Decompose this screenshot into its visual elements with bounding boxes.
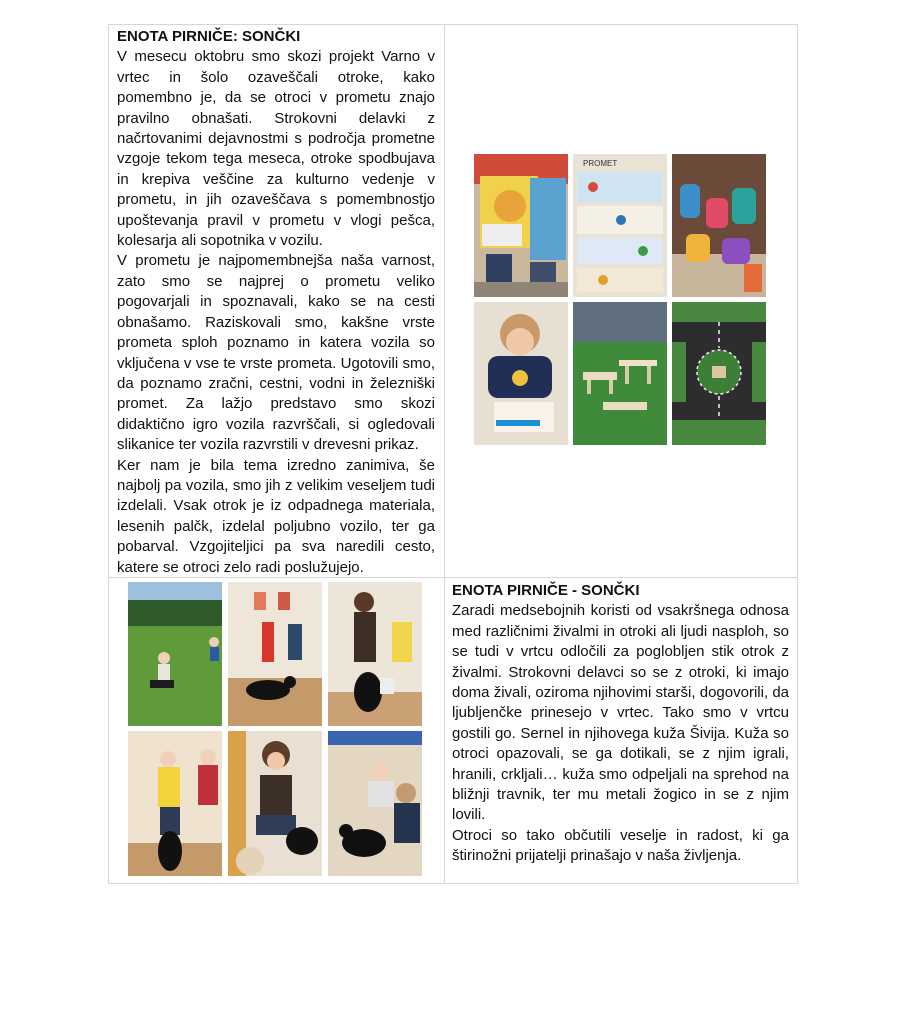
section2-text	[452, 581, 789, 867]
section1-title: ENOTA PIRNIČE: SONČKI	[117, 28, 301, 45]
section1-paragraph-3: Ker nam je bila tema izredno zanimiva, še najbolj pa vozila, smo jih z velikim veseljem tudi izdelali. Vsak otrok je iz odpadnega materiala, lesenih palčk, izdelal poljubno vozilo, ter ga pobarval. Vzgojiteljici pa sva naredili cesto, katere se otroci zelo radi poslužujejo.	[117, 456, 435, 576]
photo-road-roundabout	[672, 302, 766, 445]
section2-title: ENOTA PIRNIČE - SONČKI	[452, 582, 640, 599]
photo-woman-sitting	[228, 731, 322, 876]
photo-child-crafting	[474, 302, 568, 445]
section2-paragraph-2: Otroci so tako občutili veselje in radost, ki ga štirinožni prijatelji prinašajo v naša življenja.	[452, 826, 789, 865]
photo-child-drawing	[474, 154, 568, 297]
section1-paragraph-1: V mesecu oktobru smo skozi projekt Varno v vrtec in šolo ozaveščali otroke, kako pomembno je, da se otroci v prometu znajo pravilno obnašati. Strokovni delavki z načrtovanimi dejavnostmi s področja prometne vzgoje tekom tega meseca, otroke spodbujava in krepiva veščine za kulturno vedenje v prometu, in jih ozaveščava s pomembnostjo upoštevanja pravil v prometu v vlogi pešca, kolesarja ali sopotnika v vozilu.	[117, 48, 435, 250]
section1-paragraph-2: V prometu je najpomembnejša naša varnost, zato smo se najprej o prometu veliko pogovarjali in spoznavali, kako se na cesti obnašamo. Raziskovali smo, kakšne vrste prometa sploh poznamo in katera vozila so vključena v vse te vrste prometa. Ugotovili smo, da poznamo zračni, cestni, vodni in železniški promet. Za lažjo predstavo smo skozi didaktično igro vozila razvrščali, si ogledovali slikanice ter vozila razvrstili v drevesni prikaz.	[117, 252, 435, 454]
section1-text	[117, 27, 435, 578]
photo-promet-poster	[573, 154, 667, 297]
photo-owner-with-dog	[328, 582, 422, 726]
photo-toy-vehicles	[672, 154, 766, 297]
photo-dog-with-kids	[328, 731, 422, 876]
photo-meadow-walk	[128, 582, 222, 726]
poster-label: PROMET	[583, 159, 618, 168]
photo-children-petting	[128, 731, 222, 876]
photo-dog-in-classroom	[228, 582, 322, 726]
photo-wooden-bench-model	[573, 302, 667, 445]
section2-paragraph-1: Zaradi medsebojnih koristi od vsakršnega odnosa med različnimi živalmi in otroki ali ljudi nasploh, so se tudi v vrtcu odločili za poglobljen stik otrok z živalmi. Strokovni delavci so se z otroki, ki imajo doma živali, oziroma njihovimi starši, dogovorili, da ljubljenčke prinesejo v vrtec. Tako smo v vrtcu gostili go. Sernel in njihovega kuža Šivija. Kuža so otroci opazovali, se ga dotikali, se z njim igrali, hranili, crkljali… kuža smo odpeljali na sprehod na bližnji travnik, ter mu metali žogico in se z njim lovili.	[452, 602, 789, 824]
column-divider	[444, 25, 445, 883]
